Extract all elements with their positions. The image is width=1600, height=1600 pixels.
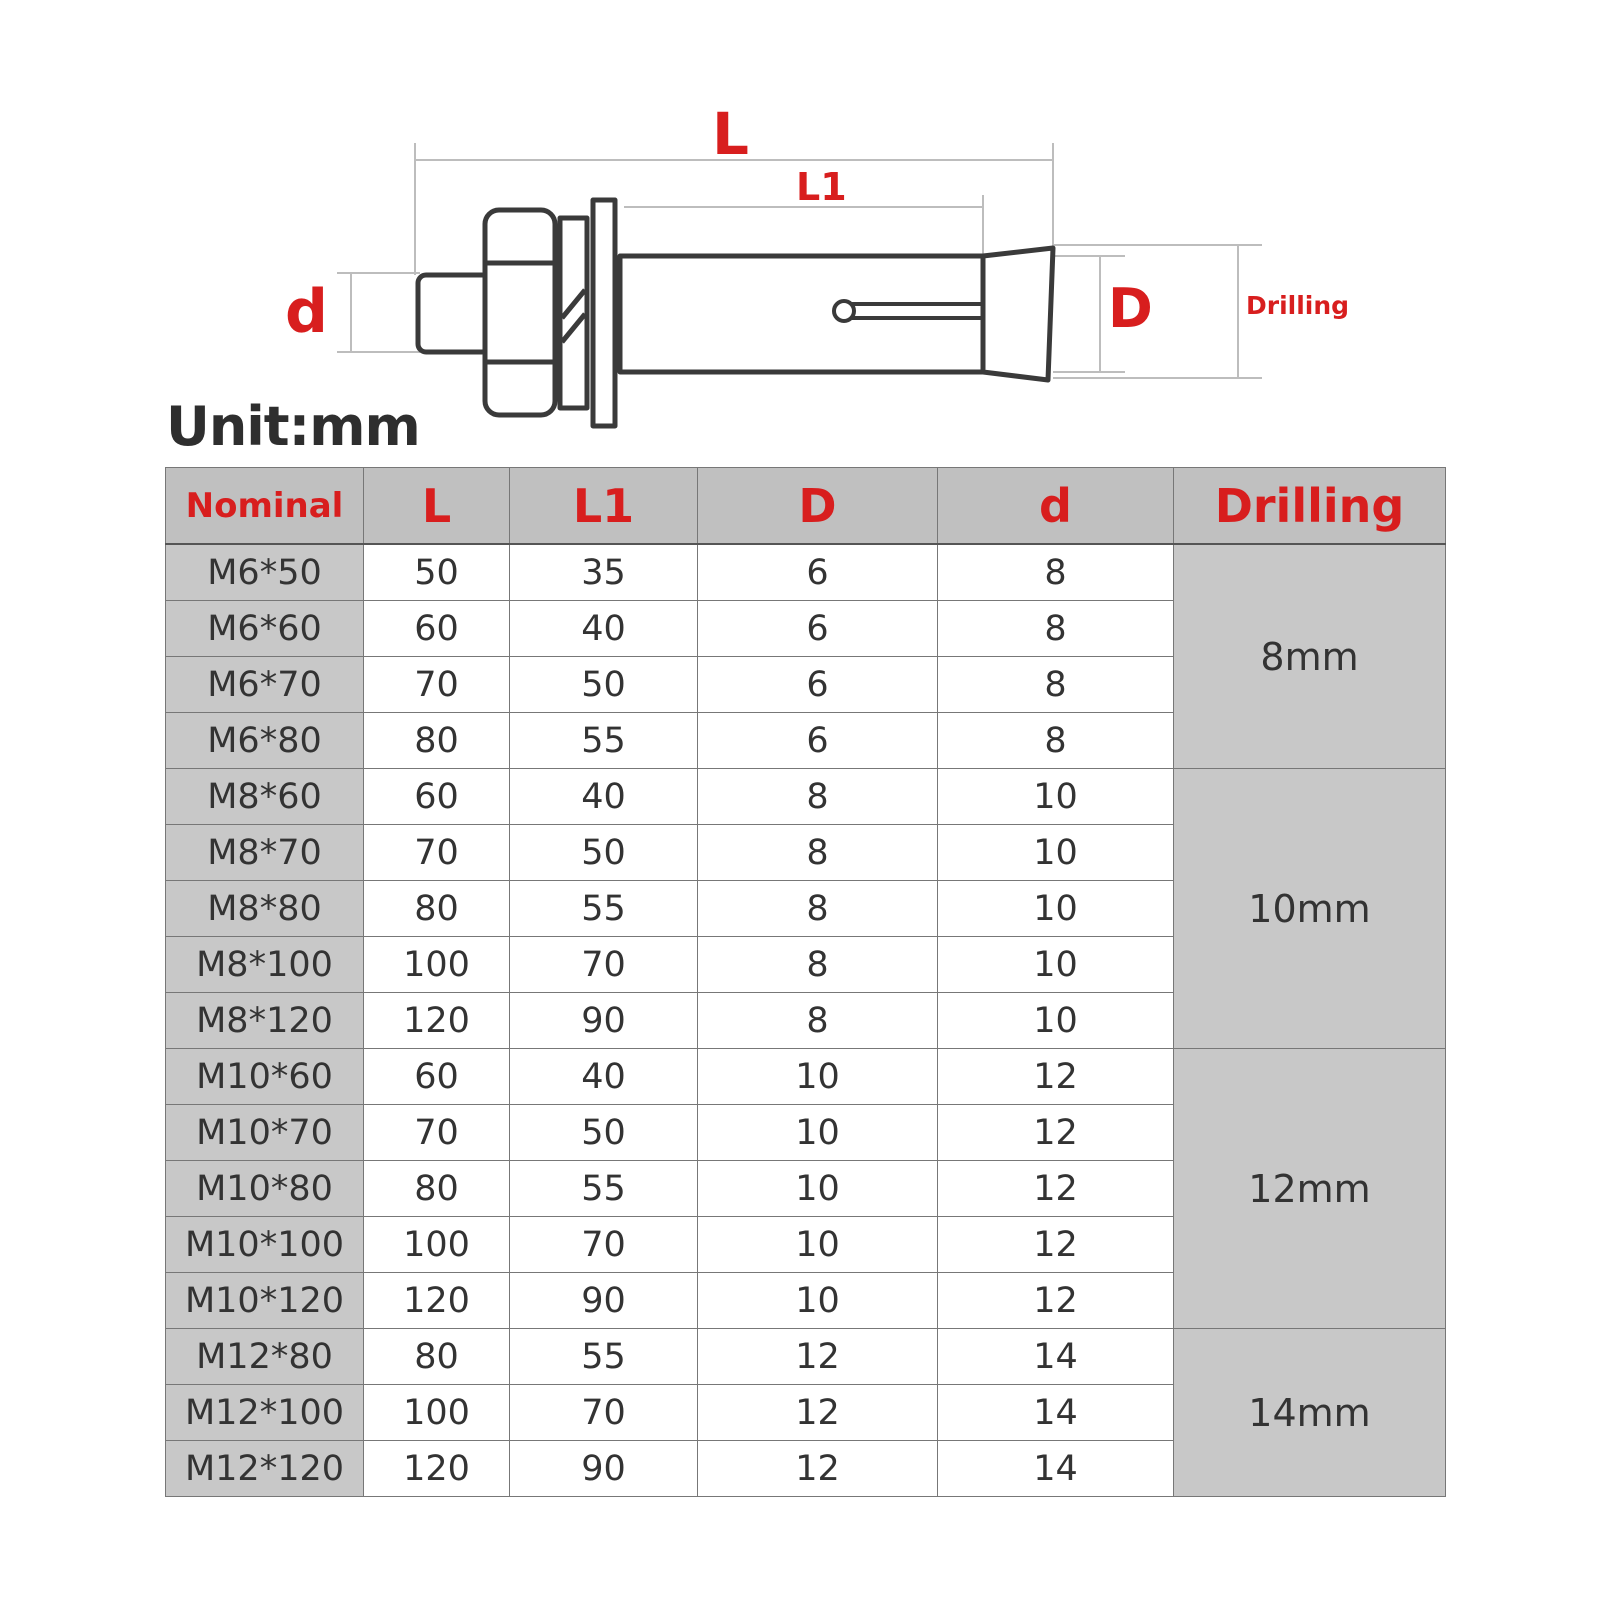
D-cell: 6 [698,657,938,713]
d-cell: 8 [938,713,1174,769]
L-cell: 100 [364,1385,510,1441]
L1-cell: 55 [510,881,698,937]
L1-cell: 55 [510,713,698,769]
D-cell: 6 [698,544,938,601]
L-label: L [712,100,749,168]
L-cell: 80 [364,1329,510,1385]
table-row [166,544,1446,601]
drilling-label: Drilling [1246,291,1350,320]
L-cell: 70 [364,825,510,881]
D-cell: 12 [698,1385,938,1441]
D-cell: 8 [698,825,938,881]
D-cell: 10 [698,1273,938,1329]
hex-nut [485,210,555,415]
d-cell: 14 [938,1329,1174,1385]
nominal-cell: M12*80 [166,1329,364,1385]
L1-cell: 70 [510,1217,698,1273]
d-cell: 10 [938,881,1174,937]
L-cell: 100 [364,1217,510,1273]
header-row [166,468,1446,545]
L-cell: 120 [364,1441,510,1497]
D-cell: 8 [698,937,938,993]
D-cell: 10 [698,1161,938,1217]
drilling-cell: 12mm [1174,1049,1446,1329]
nominal-cell: M6*60 [166,601,364,657]
D-cell: 10 [698,1105,938,1161]
d-cell: 8 [938,544,1174,601]
anchor-bolt-drawing [0,0,1600,440]
L-cell: 60 [364,1049,510,1105]
L1-label: L1 [796,165,847,209]
nominal-cell: M6*80 [166,713,364,769]
L1-cell: 90 [510,1441,698,1497]
header-drilling: Drilling [1174,468,1446,545]
D-label: D [1108,277,1153,340]
L-cell: 80 [364,713,510,769]
L-cell: 80 [364,1161,510,1217]
anchor-bolt-diagram [0,0,1600,440]
expansion-cone [983,248,1053,380]
d-cell: 12 [938,1049,1174,1105]
L1-cell: 70 [510,937,698,993]
nominal-cell: M8*60 [166,769,364,825]
drilling-cell: 14mm [1174,1329,1446,1497]
L-cell: 120 [364,993,510,1049]
nominal-cell: M6*50 [166,544,364,601]
L-cell: 120 [364,1273,510,1329]
unit-label: Unit:mm [166,395,420,458]
table-row [166,1049,1446,1105]
D-cell: 10 [698,1217,938,1273]
table-row [166,1329,1446,1385]
L-cell: 60 [364,769,510,825]
d-cell: 12 [938,1105,1174,1161]
nominal-cell: M10*70 [166,1105,364,1161]
nominal-cell: M8*100 [166,937,364,993]
nominal-cell: M10*80 [166,1161,364,1217]
d-cell: 12 [938,1217,1174,1273]
L-cell: 60 [364,601,510,657]
L-cell: 50 [364,544,510,601]
d-cell: 10 [938,825,1174,881]
D-cell: 12 [698,1441,938,1497]
drilling-cell: 10mm [1174,769,1446,1049]
nominal-cell: M8*80 [166,881,364,937]
header-D: D [698,468,938,545]
nominal-cell: M8*70 [166,825,364,881]
L-cell: 100 [364,937,510,993]
L1-cell: 55 [510,1161,698,1217]
L1-cell: 50 [510,825,698,881]
D-cell: 12 [698,1329,938,1385]
L1-cell: 40 [510,1049,698,1105]
L1-cell: 50 [510,657,698,713]
d-cell: 8 [938,657,1174,713]
bolt-rod [418,275,490,352]
L-cell: 80 [364,881,510,937]
d-cell: 12 [938,1273,1174,1329]
spec-table [165,467,1446,1497]
D-cell: 6 [698,601,938,657]
header-L: L [364,468,510,545]
d-cell: 14 [938,1441,1174,1497]
nominal-cell: M12*120 [166,1441,364,1497]
flat-washer [593,200,615,426]
d-cell: 10 [938,769,1174,825]
expansion-sleeve [620,256,983,372]
d-cell: 8 [938,601,1174,657]
table-row [166,769,1446,825]
d-cell: 10 [938,993,1174,1049]
L1-cell: 90 [510,993,698,1049]
L1-cell: 90 [510,1273,698,1329]
L-cell: 70 [364,657,510,713]
nominal-cell: M10*100 [166,1217,364,1273]
D-cell: 8 [698,881,938,937]
L-cell: 70 [364,1105,510,1161]
header-L1: L1 [510,468,698,545]
L1-cell: 40 [510,601,698,657]
nominal-cell: M8*120 [166,993,364,1049]
D-cell: 6 [698,713,938,769]
D-cell: 10 [698,1049,938,1105]
nominal-cell: M10*60 [166,1049,364,1105]
L1-cell: 35 [510,544,698,601]
nominal-cell: M12*100 [166,1385,364,1441]
D-cell: 8 [698,769,938,825]
d-cell: 12 [938,1161,1174,1217]
nominal-cell: M6*70 [166,657,364,713]
header-d: d [938,468,1174,545]
nominal-cell: M10*120 [166,1273,364,1329]
d-cell: 14 [938,1385,1174,1441]
L1-cell: 55 [510,1329,698,1385]
L1-cell: 50 [510,1105,698,1161]
L1-cell: 70 [510,1385,698,1441]
d-cell: 10 [938,937,1174,993]
d-label: d [285,277,328,347]
header-nominal: Nominal [166,468,364,545]
D-cell: 8 [698,993,938,1049]
drilling-cell: 8mm [1174,544,1446,769]
L1-cell: 40 [510,769,698,825]
bolt-body [418,200,1053,426]
